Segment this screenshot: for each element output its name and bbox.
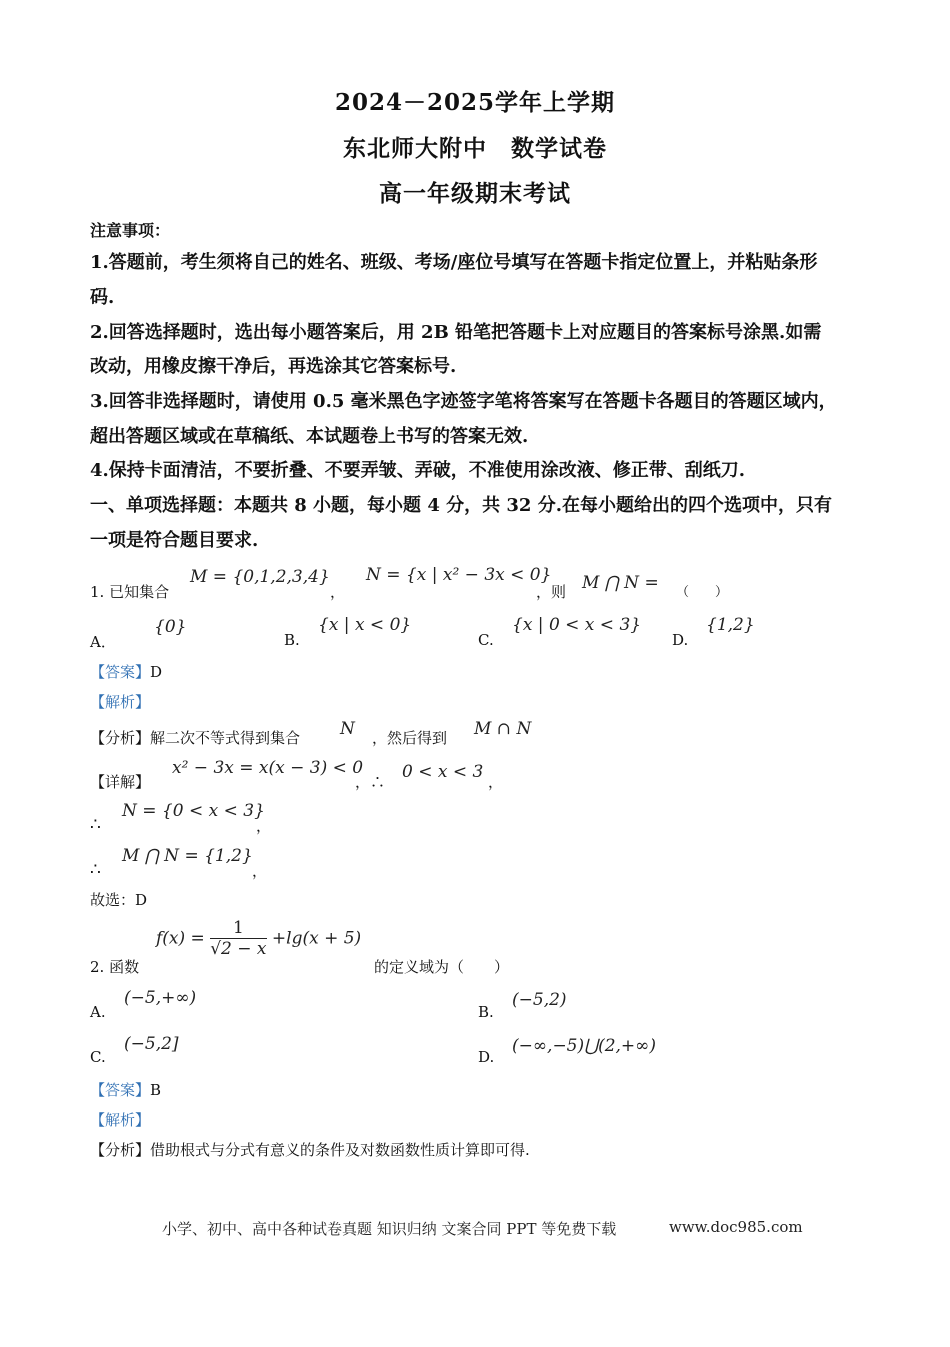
q2-option-b-label: B.: [478, 1003, 494, 1021]
notice-item-2-cont: 改动，用橡皮擦干净后，再选涂其它答案标号.: [90, 356, 457, 377]
q1-fenxi-n: N: [340, 719, 355, 739]
notice-item-3-cont: 超出答题区域或在草稿纸、本试题卷上书写的答案无效.: [90, 426, 529, 447]
notice-title: 注意事项：: [90, 221, 171, 240]
q1-answer-value: D: [150, 663, 163, 681]
q2-fenxi-tag: 【分析】: [90, 1141, 151, 1159]
q2-option-d-label: D.: [478, 1048, 495, 1066]
q2-answer-value: B: [150, 1081, 162, 1099]
q2-prefix: 2. 函数: [90, 958, 140, 976]
therefore-symbol: ∴: [90, 815, 101, 835]
q1-fenxi-tag: 【分析】: [90, 729, 151, 747]
q2-option-d: (−∞,−5)⋃(2,+∞): [512, 1036, 656, 1056]
q2-f-rest: +lg(x + 5): [271, 928, 362, 949]
q2-f-denominator: √2 − x: [210, 939, 267, 959]
q2-analysis-tag: 【解析】: [90, 1111, 151, 1129]
q1-detail-expr: x² − 3x = x(x − 3) < 0: [172, 758, 364, 778]
notice-item-4: 4.保持卡面清洁，不要折叠、不要弄皱、弄破，不准使用涂改液、修正带、刮纸刀.: [90, 460, 746, 481]
section-heading-cont: 一项是符合题目要求.: [90, 530, 259, 551]
q1-detail-tag: 【详解】: [90, 773, 151, 791]
q1-choose: 故选：D: [90, 891, 148, 909]
q1-detail-therefore: ，∴: [355, 773, 386, 791]
q1-analysis-tag: 【解析】: [90, 693, 151, 711]
q2-function-formula: [156, 918, 361, 959]
q2-option-a-label: A.: [90, 1003, 106, 1021]
exam-title-year: 2024－2025学年上学期: [334, 89, 616, 116]
q1-mn-result: M ⋂ N = {1,2}: [122, 846, 253, 866]
q1-option-d-label: D.: [672, 631, 689, 649]
q2-suffix: 的定义域为（ ）: [374, 958, 510, 976]
q1-fenxi-mn: M ∩ N: [474, 719, 532, 739]
q1-answer-tag: 【答案】: [90, 663, 151, 681]
therefore-symbol: ∴: [90, 860, 101, 880]
q2-answer-tag: 【答案】: [90, 1081, 151, 1099]
q1-answer: [90, 661, 162, 682]
q1-option-c: {x | 0 < x < 3}: [512, 615, 642, 635]
q1-comma: ，: [330, 583, 346, 601]
footer-text: 小学、初中、高中各种试卷真题 知识归纳 文案合同 PPT 等免费下载: [162, 1220, 617, 1238]
q1-expr: M ⋂ N =: [582, 573, 659, 593]
q2-fenxi-line: [90, 1139, 530, 1160]
q2-fenxi-text: 借助根式与分式有意义的条件及对数函数性质计算即可得.: [150, 1141, 530, 1159]
q2-f-lhs: f(x) =: [156, 928, 205, 949]
q2-answer: [90, 1079, 161, 1100]
q2-fraction: [210, 918, 266, 959]
q2-option-c-label: C.: [90, 1048, 106, 1066]
exam-title-grade: 高一年级期末考试: [379, 180, 571, 207]
q1-detail-result: 0 < x < 3: [402, 762, 484, 782]
q1-fenxi-line: [90, 727, 300, 748]
notice-item-1-cont: 码.: [90, 287, 115, 308]
q1-option-a-label: A．: [90, 633, 116, 651]
q1-fenxi-text-2: ，然后得到: [372, 729, 448, 747]
q1-set-m: M = {0,1,2,3,4}: [190, 567, 330, 587]
notice-item-2: 2.回答选择题时，选出每小题答案后，用 2B 铅笔把答题卡上对应题目的答案标号涂黑.如需: [90, 322, 822, 343]
section-heading: 一、单项选择题：本题共 8 小题，每小题 4 分，共 32 分.在每小题给出的四个选项中，只有: [90, 495, 832, 516]
q1-n-end: ，: [256, 817, 272, 835]
q1-detail-end: ，: [488, 773, 504, 791]
q1-set-n: N = {x | x² − 3x < 0}: [366, 565, 552, 585]
q1-option-a: {0}: [154, 617, 187, 637]
q2-f-numerator: 1: [210, 918, 266, 939]
q1-option-d: {1,2}: [706, 615, 755, 635]
notice-item-1: 1.答题前，考生须将自己的姓名、班级、考场/座位号填写在答题卡指定位置上，并粘贴条形: [90, 252, 818, 273]
q1-mn-end: ，: [252, 862, 268, 880]
q2-option-b: (−5,2): [512, 990, 567, 1010]
q1-n-result: N = {0 < x < 3}: [122, 801, 265, 821]
footer-url[interactable]: www.doc985.com: [669, 1218, 803, 1236]
q1-option-b-label: B.: [284, 631, 300, 649]
q2-option-a: (−5,+∞): [124, 988, 197, 1008]
q1-prefix: 1. 已知集合: [90, 583, 170, 601]
q1-option-b: {x | x < 0}: [318, 615, 412, 635]
q1-fenxi-text-1: 解二次不等式得到集合: [150, 729, 301, 747]
q2-option-c: (−5,2]: [124, 1034, 179, 1054]
exam-title-school: 东北师大附中 数学试卷: [343, 135, 607, 162]
q1-then: ，则: [536, 583, 567, 601]
q1-option-c-label: C.: [478, 631, 494, 649]
q1-answer-paren: （ ）: [676, 585, 729, 600]
notice-item-3: 3.回答非选择题时，请使用 0.5 毫米黑色字迹签字笔将答案写在答题卡各题目的答题区域内，: [90, 391, 837, 412]
